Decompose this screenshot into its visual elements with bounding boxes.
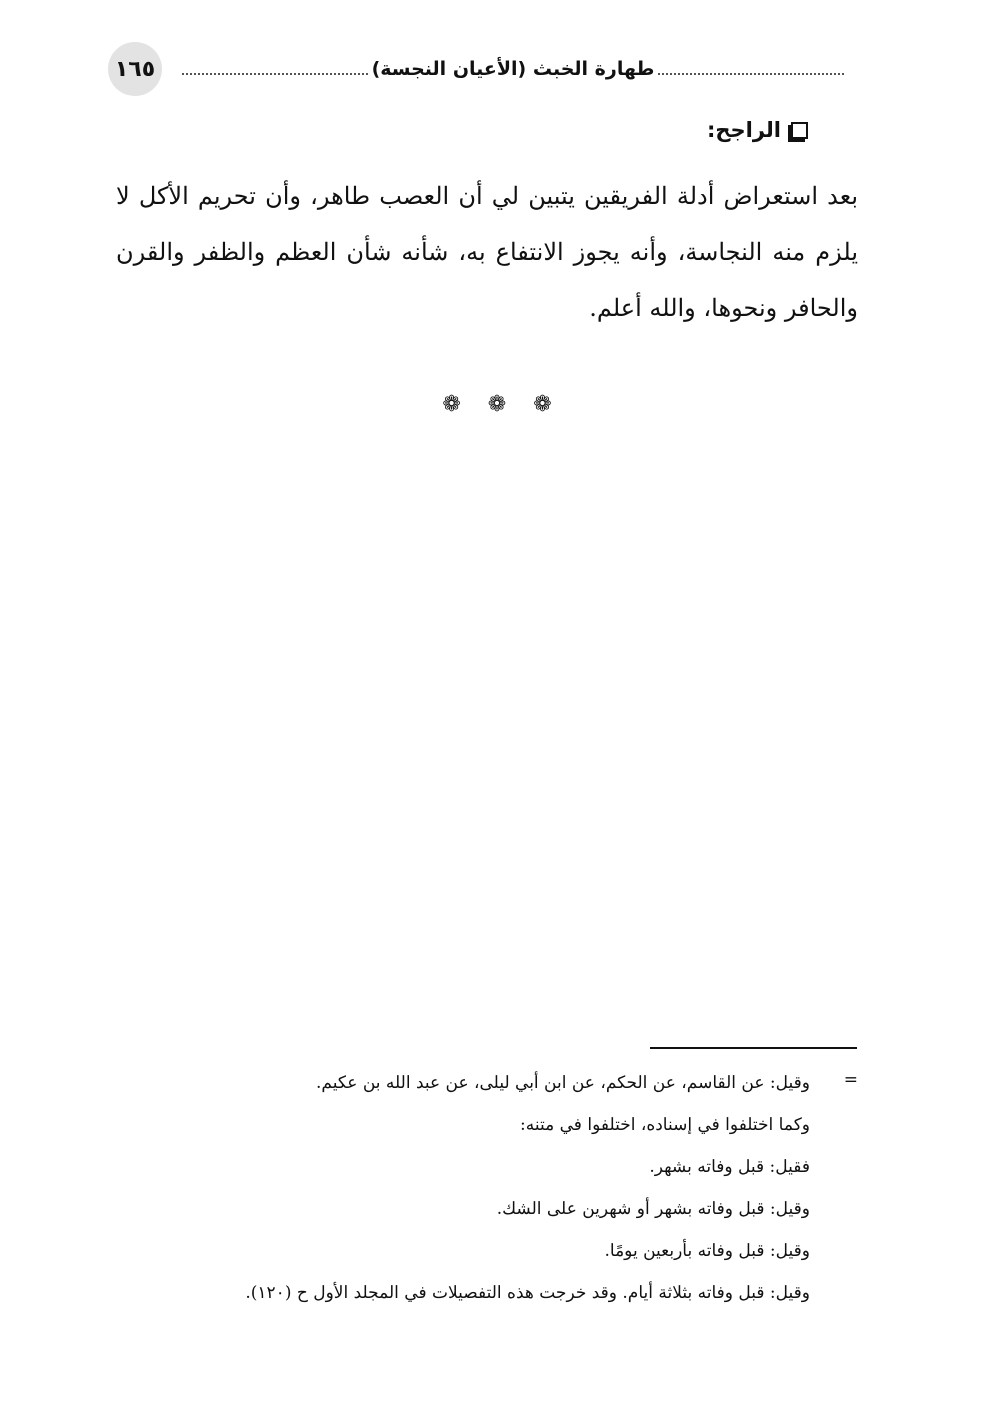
body-paragraph: بعد استعراض أدلة الفريقين يتبين لي أن العصب طاهر، وأن تحريم الأكل لا يلزم منه النجاسة، وأنه يجوز الانتفاع به، شأنه شأن العظم والظفر والقرن والحافر ونحوها، والله أعلم.	[116, 182, 858, 322]
footnote-line: وقيل: قبل وفاته بشهر أو شهرين على الشك.	[496, 1199, 810, 1219]
body-text	[116, 168, 858, 336]
footnote-rule	[650, 1047, 857, 1049]
footnotes	[160, 1062, 810, 1314]
running-header-title: طهارة الخبث (الأعيان النجسة)	[371, 58, 655, 80]
footnote-line: وقيل: قبل وفاته بأربعين يومًا.	[604, 1241, 810, 1261]
footnote-line: وقيل: قبل وفاته بثلاثة أيام. وقد خرجت هذه التفصيلات في المجلد الأول ح (١٢٠).	[245, 1283, 810, 1303]
footnote-line: وقيل: عن القاسم، عن الحكم، عن ابن أبي ليلى، عن عبد الله بن عكيم.	[316, 1073, 810, 1093]
section-heading	[707, 118, 808, 142]
page-number: ١٦٥	[108, 42, 162, 96]
header-dots-left	[182, 73, 368, 75]
section-heading-label: الراجح:	[706, 118, 781, 142]
checkbox-icon	[791, 122, 808, 139]
running-header	[182, 54, 844, 84]
footnote-continuation-marker: =	[843, 1070, 858, 1090]
footnote-line: فقيل: قبل وفاته بشهر.	[649, 1157, 810, 1177]
section-separator: ❁ ❁ ❁	[442, 392, 562, 417]
footnote-line: وكما اختلفوا في إسناده، اختلفوا في متنه:	[520, 1115, 810, 1135]
header-dots-right	[658, 73, 844, 75]
